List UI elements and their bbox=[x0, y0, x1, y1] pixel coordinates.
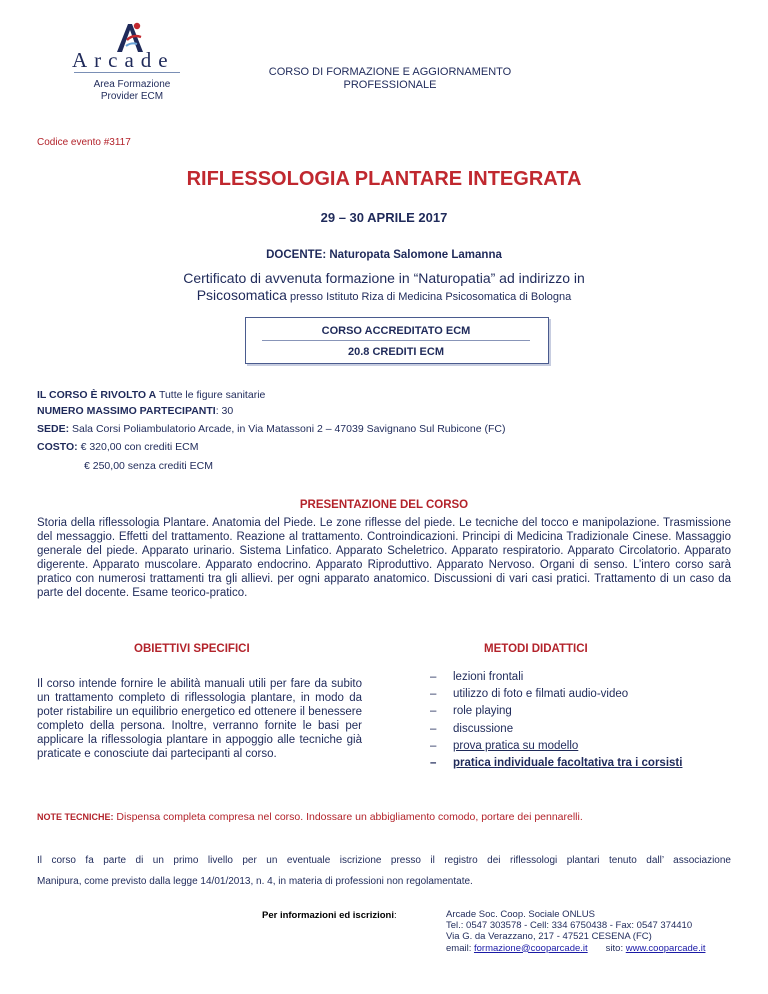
presentation-text: Storia della riflessologia Plantare. Anatomia del Piede. Le zone riflesse del piede. Le tecniche del tocco e manipolazione. Trasmissione del messaggio. Effetti del trattamento. Reazione al trattamento. Controindicazioni. Principi di Medicina Tradizionale Cinese. Massaggio generale del piede. Apparato urinario. Sistema Linfatico. Apparato Scheletrico. Apparato respiratorio. Apparato Circolatorio. Apparato digerente. Apparato muscolare. Apparato endocrino. Apparato Riproduttivo. Apparato Nervoso. Organi di senso. L’intero corso sarà pratico con numerosi trattamenti tra gli allievi. per ogni apparato anatomico. Discussioni di vari casi pratici. Trattamento di un caso da parte del docente. Esame teorico-pratico. bbox=[37, 517, 731, 599]
certificate-line-2-detail: presso Istituto Riza di Medicina Psicosomatica di Bologna bbox=[286, 291, 572, 303]
ecm-credits: 20.8 CREDITI ECM bbox=[348, 346, 444, 358]
email-label: email: bbox=[446, 942, 474, 954]
info-max bbox=[37, 405, 233, 417]
certificate-line-2-main: Psicosomatica bbox=[196, 287, 287, 303]
methods-list bbox=[430, 669, 682, 772]
methods-heading: METODI DIDATTICI bbox=[484, 643, 588, 655]
list-item: – pratica individuale facoltativa tra i corsisti bbox=[430, 755, 682, 772]
course-title: RIFLESSOLOGIA PLANTARE INTEGRATA bbox=[186, 168, 582, 190]
contacts-label-text: Per informazioni ed iscrizioni bbox=[262, 910, 394, 921]
info-target-value: Tutte le figure sanitarie bbox=[156, 389, 266, 401]
registry-paragraph bbox=[37, 850, 731, 892]
contact-org: Arcade Soc. Coop. Sociale ONLUS bbox=[446, 909, 595, 920]
teacher: DOCENTE: Naturopata Salomone Lamanna bbox=[266, 249, 502, 261]
contacts-block bbox=[446, 909, 705, 954]
contact-address: Via G. da Verazzano, 217 - 47521 CESENA (FC) bbox=[446, 931, 652, 943]
certificate-line-1: Certificato di avvenuta formazione in “Naturopatia” ad indirizzo in bbox=[183, 270, 585, 286]
certificate-text bbox=[150, 270, 618, 306]
accreditation-divider bbox=[262, 340, 530, 341]
technical-notes-text: Dispensa completa compresa nel corso. Indossare un abbigliamento comodo, portare dei pennarelli. bbox=[113, 811, 583, 823]
header-title-line-2: PROFESSIONALE bbox=[343, 79, 437, 91]
accreditation-label: CORSO ACCREDITATO ECM bbox=[321, 325, 471, 337]
contact-web bbox=[446, 943, 705, 954]
email-link[interactable]: formazione@cooparcade.it bbox=[473, 942, 588, 954]
presentation-heading: PRESENTAZIONE DEL CORSO bbox=[299, 499, 469, 511]
info-costo-2: € 250,00 senza crediti ECM bbox=[84, 460, 213, 472]
course-dates: 29 – 30 APRILE 2017 bbox=[320, 210, 448, 225]
certificate-line-2 bbox=[150, 287, 618, 306]
info-costo-label: COSTO: bbox=[37, 441, 78, 453]
list-item: – utilizzo di foto e filmati audio-video bbox=[430, 686, 682, 703]
logo-subtitle bbox=[72, 79, 192, 103]
list-item: – discussione bbox=[430, 721, 682, 738]
event-code: Codice evento #3117 bbox=[37, 137, 131, 148]
registry-line-2: Manipura, come previsto dalla legge 14/01/2013, n. 4, in materia di professioni non regolamentate. bbox=[37, 876, 473, 887]
list-item: – prova pratica su modello bbox=[430, 738, 682, 755]
info-sede bbox=[37, 423, 505, 435]
technical-notes bbox=[37, 811, 583, 823]
website-link[interactable]: www.cooparcade.it bbox=[625, 942, 706, 954]
contact-phones: Tel.: 0547 303578 - Cell: 334 6750438 - Fax: 0547 374410 bbox=[446, 920, 693, 932]
logo-sub-line-2: Provider ECM bbox=[100, 91, 164, 102]
objectives-heading: OBIETTIVI SPECIFICI bbox=[134, 643, 250, 655]
info-max-value: : 30 bbox=[215, 405, 234, 417]
list-item: – lezioni frontali bbox=[430, 669, 682, 686]
logo-sub-line-1: Area Formazione bbox=[93, 79, 171, 90]
info-sede-label: SEDE: bbox=[37, 423, 70, 435]
contacts-label-colon: : bbox=[393, 910, 397, 921]
logo-divider bbox=[74, 72, 180, 73]
info-target bbox=[37, 389, 265, 401]
list-item: – role playing bbox=[430, 703, 682, 720]
technical-notes-label: NOTE TECNICHE: bbox=[37, 812, 114, 822]
header-title bbox=[240, 66, 540, 92]
header-title-line-1: CORSO DI FORMAZIONE E AGGIORNAMENTO bbox=[268, 66, 512, 78]
info-target-label: IL CORSO È RIVOLTO A bbox=[37, 389, 157, 401]
info-costo bbox=[37, 441, 198, 453]
info-sede-value: Sala Corsi Poliambulatorio Arcade, in Via Matassoni 2 – 47039 Savignano Sul Rubicone (FC) bbox=[69, 423, 506, 435]
info-max-label: NUMERO MASSIMO PARTECIPANTI bbox=[37, 405, 216, 417]
logo-wordmark: Arcade bbox=[72, 48, 175, 72]
registry-line-1: Il corso fa parte di un primo livello per un eventuale iscrizione presso il registro dei riflessologi plantari tenuto dall’ associazione bbox=[37, 855, 731, 866]
objectives-text: Il corso intende fornire le abilità manuali utili per fare da subito un trattamento completo di riflessologia plantare, in modo da poter ristabilire un equilibrio energetico ed ottenere il benessere completo della persona. Inoltre, verranno fornite le basi per applicare la riflessologia plantare in appoggio alle tecniche già praticate e conosciute dai partecipanti al corso. bbox=[37, 678, 362, 760]
site-label: sito: bbox=[605, 942, 626, 954]
info-costo-value-1: € 320,00 con crediti ECM bbox=[77, 441, 199, 453]
contacts-label bbox=[262, 910, 397, 921]
